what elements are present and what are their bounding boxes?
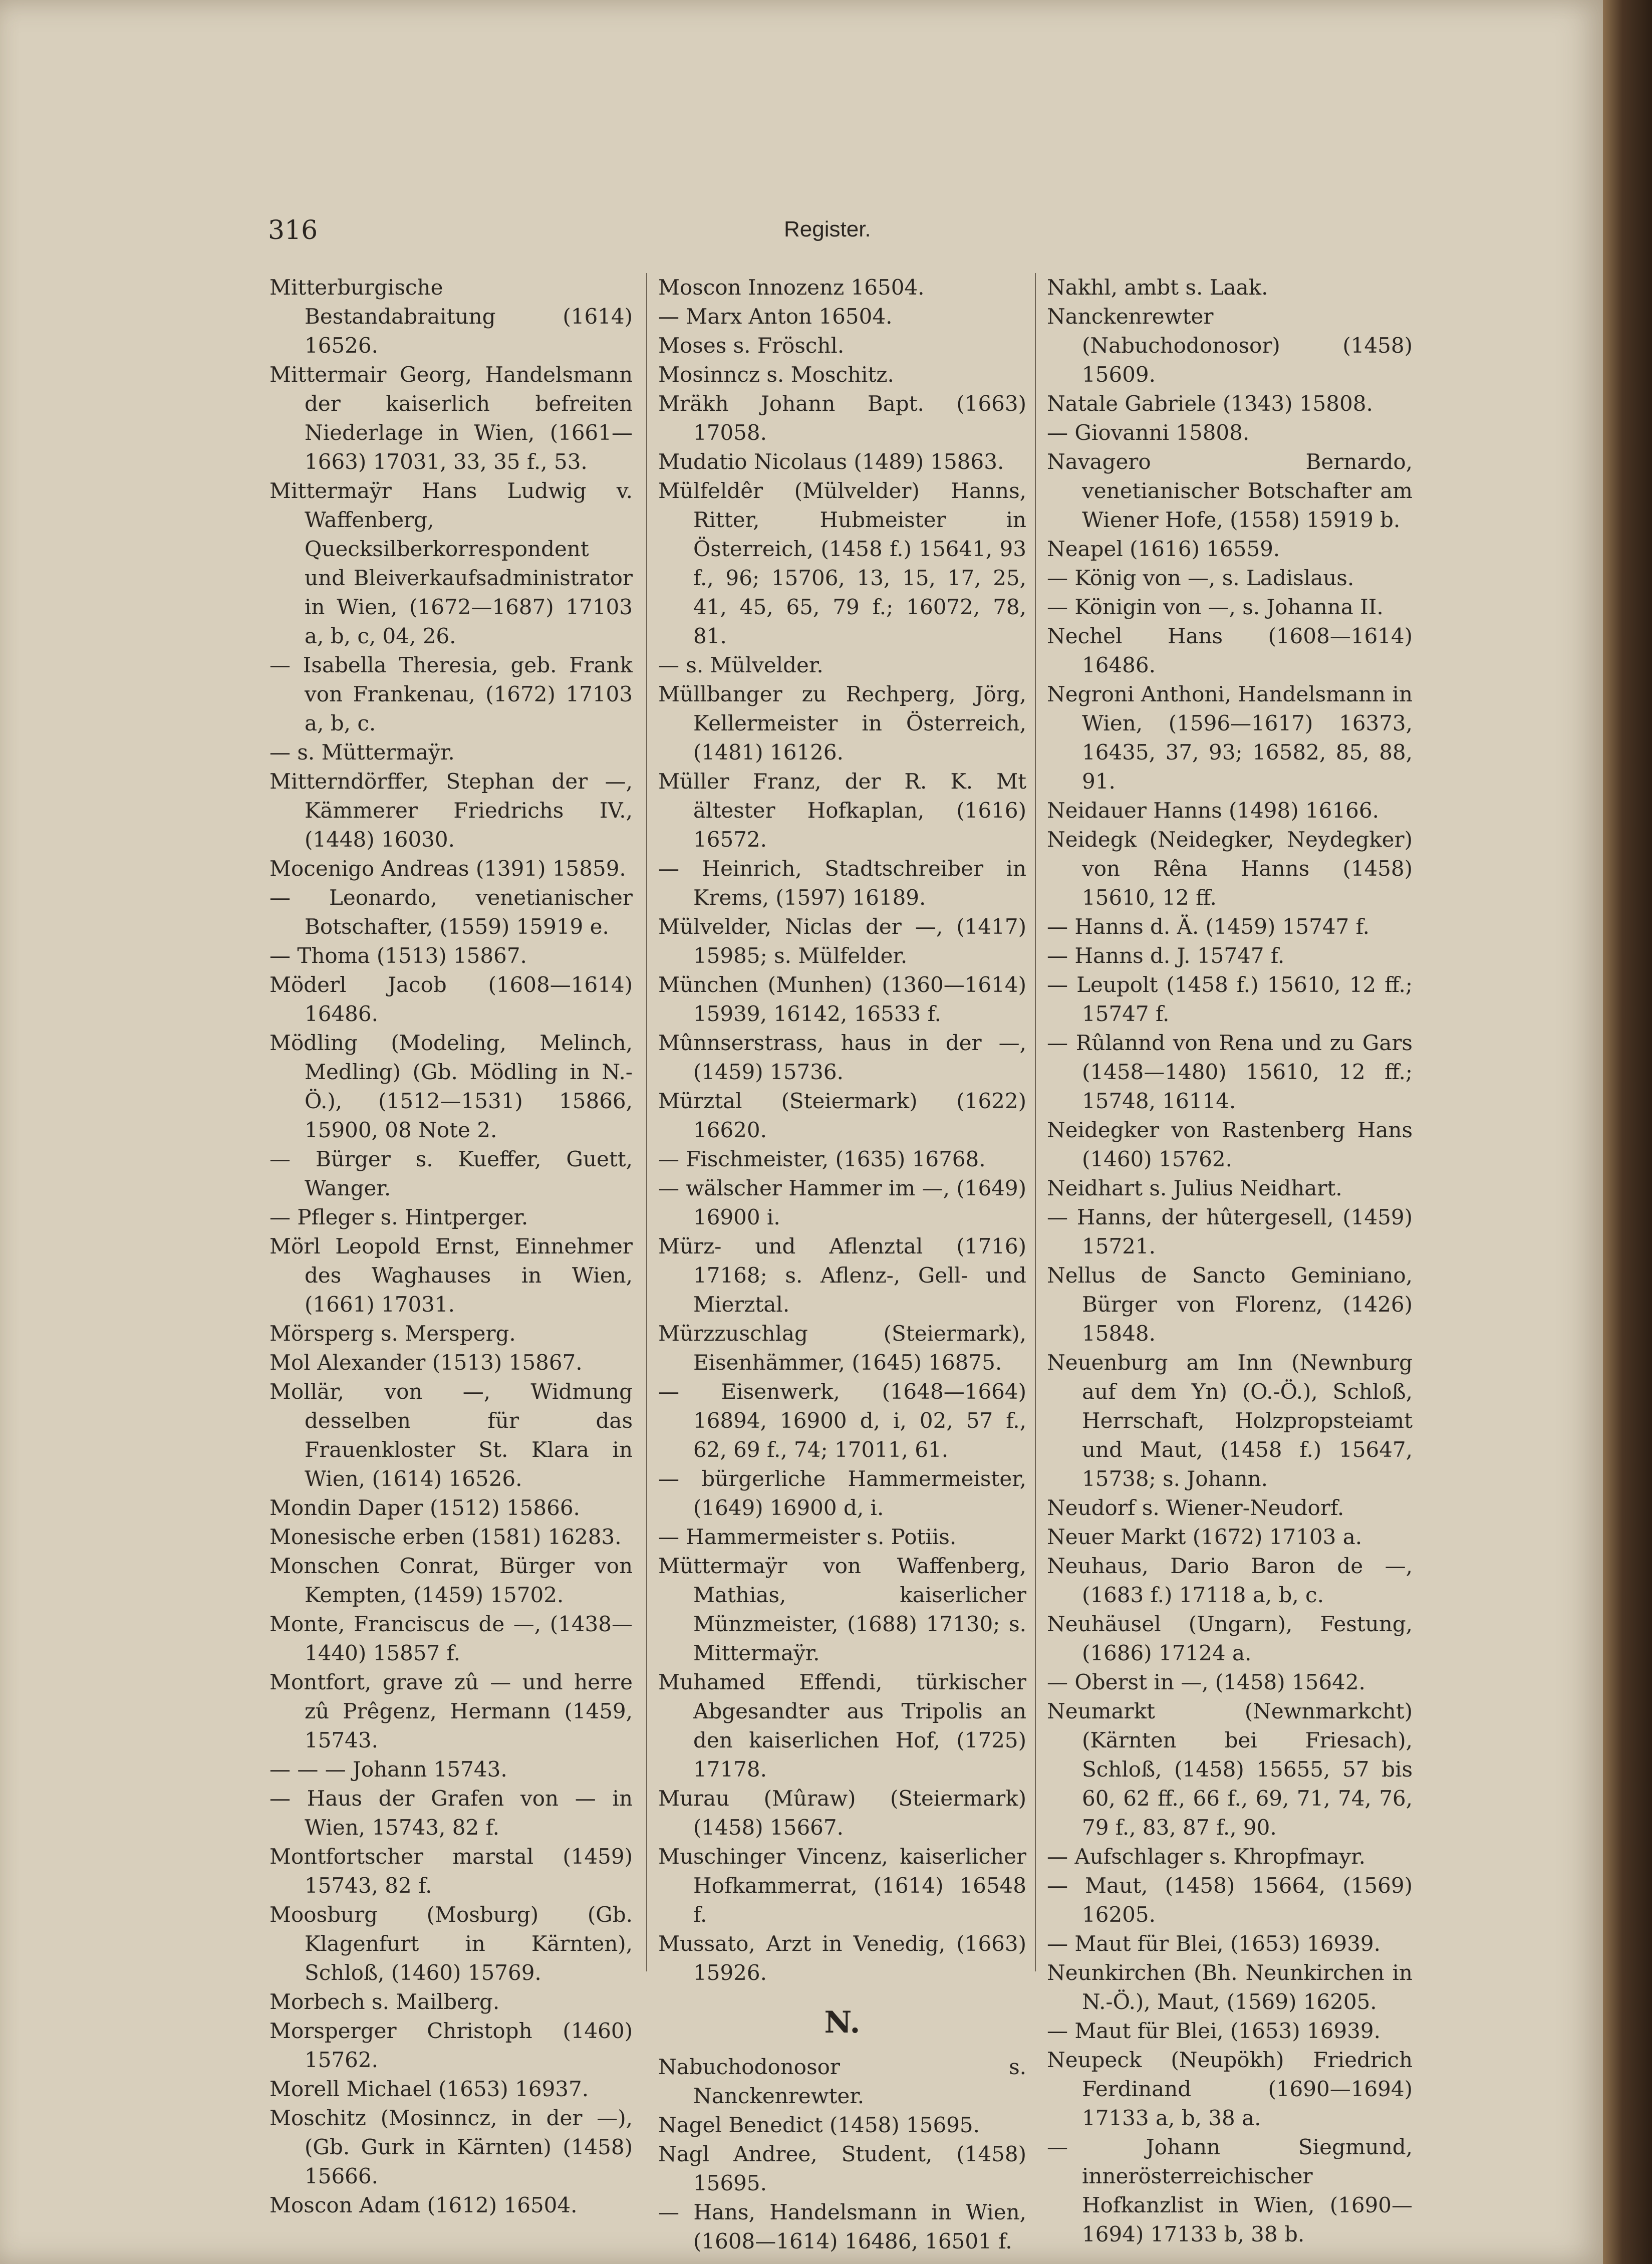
register-entry: Mülvelder, Niclas der —, (1417) 15985; s. Mülfelder.	[658, 914, 1026, 968]
register-entry: Moscon Adam (1612) 16504.	[269, 2193, 578, 2217]
register-entry: Möderl Jacob (1608—1614) 16486.	[269, 972, 633, 1026]
register-entry: Neuhaus, Dario Baron de —, (1683 f.) 17118 a, b, c.	[1047, 1554, 1413, 1607]
register-entry: Mitterndörffer, Stephan der —, Kämmerer Friedrichs IV., (1448) 16030.	[269, 769, 633, 852]
register-entry: — Maut, (1458) 15664, (1569) 16205.	[1047, 1873, 1413, 1927]
register-entry: Neudorf s. Wiener-Neudorf.	[1047, 1495, 1344, 1520]
register-entry: — s. Mülvelder.	[658, 653, 823, 677]
register-entry: — Hanns d. J. 15747 f.	[1047, 943, 1285, 968]
register-entry: — Hammermeister s. Potiis.	[658, 1525, 957, 1549]
register-entry: Mürztal (Steiermark) (1622) 16620.	[658, 1089, 1026, 1142]
register-entry: Mûnnserstrass, haus in der —, (1459) 15736.	[658, 1031, 1026, 1084]
register-entry: — Oberst in —, (1458) 15642.	[1047, 1670, 1365, 1694]
register-entry: — Leupolt (1458 f.) 15610, 12 ff.; 15747 f.	[1047, 972, 1413, 1026]
register-entry: Neapel (1616) 16559.	[1047, 537, 1280, 561]
section-heading: N.	[824, 2005, 861, 2040]
register-entry: — Aufschlager s. Khropfmayr.	[1047, 1844, 1365, 1869]
register-entry: Neuer Markt (1672) 17103 a.	[1047, 1525, 1362, 1549]
register-entry: Morell Michael (1653) 16937.	[269, 2077, 589, 2101]
register-entry: Neupeck (Neupökh) Friedrich Ferdinand (1690—1694) 17133 a, b, 38 a.	[1047, 2048, 1413, 2130]
register-entry: Mittermaÿr Hans Ludwig v. Waffenberg, Quecksilberkorrespondent und Bleiverkaufsadministrator in Wien, (1672—1687) 17103 a, b, c, 04, 26.	[269, 478, 633, 648]
register-entry: Moscon Innozenz 16504.	[658, 275, 925, 300]
register-entry: Müllbanger zu Rechperg, Jörg, Kellermeister in Österreich, (1481) 16126.	[658, 682, 1026, 765]
register-entry: — Bürger s. Kueffer, Guett, Wanger.	[269, 1147, 633, 1200]
column-3	[1047, 273, 1413, 2249]
register-entry: Mocenigo Andreas (1391) 15859.	[269, 856, 626, 881]
register-entry: — Hanns d. Ä. (1459) 15747 f.	[1047, 914, 1370, 939]
register-entry: — Pfleger s. Hintperger.	[269, 1205, 528, 1229]
register-entry: — bürgerliche Hammermeister, (1649) 16900 d, i.	[658, 1466, 1026, 1520]
register-entry: Mödling (Modeling, Melinch, Medling) (Gb. Mödling in N.-Ö.), (1512—1531) 15866, 15900, 08 Note 2.	[269, 1031, 633, 1142]
register-entry: Moosburg (Mosburg) (Gb. Klagenfurt in Kärnten), Schloß, (1460) 15769.	[269, 1902, 633, 1985]
register-entry: Nanckenrewter (Nabuchodonosor) (1458) 15609.	[1047, 304, 1413, 387]
register-entry: Murau (Mûraw) (Steiermark) (1458) 15667.	[658, 1786, 1026, 1840]
register-entry: Montfort, grave zû — und herre zû Prêgenz, Hermann (1459, 15743.	[269, 1670, 633, 1752]
register-entry: — Maut für Blei, (1653) 16939.	[1047, 2019, 1381, 2043]
register-entry: — wälscher Hammer im —, (1649) 16900 i.	[658, 1176, 1026, 1229]
column-rule-2	[1035, 273, 1036, 1971]
register-entry: Nagl Andree, Student, (1458) 15695.	[658, 2142, 1026, 2195]
register-entry: Neidhart s. Julius Neidhart.	[1047, 1176, 1342, 1200]
register-entry: Natale Gabriele (1343) 15808.	[1047, 391, 1373, 416]
register-entry: Moschitz (Mosinncz, in der —), (Gb. Gurk in Kärnten) (1458) 15666.	[269, 2106, 633, 2188]
register-entry: — Johann Siegmund, innerösterreichischer Hofkanzlist in Wien, (1690—1694) 17133 b, 38 b.	[1047, 2135, 1413, 2246]
register-entry: Neidegk (Neidegker, Neydegker) von Rêna Hanns (1458) 15610, 12 ff.	[1047, 827, 1413, 910]
register-entry: Navagero Bernardo, venetianischer Botschafter am Wiener Hofe, (1558) 15919 b.	[1047, 449, 1413, 532]
register-entry: Montfortscher marstal (1459) 15743, 82 f.	[269, 1844, 633, 1898]
register-entry: Mülfeldêr (Mülvelder) Hanns, Ritter, Hubmeister in Österreich, (1458 f.) 15641, 93 f., 96; 15706, 13, 15, 17, 25, 41, 45, 65, 79 f.; 16072, 78, 81.	[658, 478, 1026, 648]
register-entry: Muschinger Vincenz, kaiserlicher Hofkammerrat, (1614) 16548 f.	[658, 1844, 1026, 1927]
register-entry: — Heinrich, Stadtschreiber in Krems, (1597) 16189.	[658, 856, 1026, 910]
register-entry: — Giovanni 15808.	[1047, 420, 1250, 445]
register-entry: Mörsperg s. Mersperg.	[269, 1321, 516, 1346]
register-entry: Muhamed Effendi, türkischer Abgesandter aus Tripolis an den kaiserlichen Hof, (1725) 17178.	[658, 1670, 1026, 1782]
register-entry: — Hans, Handelsmann in Wien, (1608—1614) 16486, 16501 f.	[658, 2200, 1026, 2253]
register-entry: Mussato, Arzt in Venedig, (1663) 15926.	[658, 1931, 1026, 1985]
column-2	[658, 273, 1026, 2256]
register-entry: Neidegker von Rastenberg Hans (1460) 15762.	[1047, 1118, 1413, 1171]
register-entry: Mitterburgische Bestandabraitung (1614) 16526.	[269, 275, 633, 358]
register-entry: Müttermaÿr von Waffenberg, Mathias, kaiserlicher Münzmeister, (1688) 17130; s. Mittermaÿr.	[658, 1554, 1026, 1665]
register-entry: Nakhl, ambt s. Laak.	[1047, 275, 1268, 300]
running-head: Register.	[784, 217, 871, 241]
register-entry: Mol Alexander (1513) 15867.	[269, 1350, 583, 1375]
register-entry: Morbech s. Mailberg.	[269, 1989, 500, 2014]
register-entry: — Thoma (1513) 15867.	[269, 943, 527, 968]
register-entry: Monschen Conrat, Bürger von Kempten, (1459) 15702.	[269, 1554, 633, 1607]
register-entry: — s. Müttermaÿr.	[269, 740, 455, 765]
register-entry: Neumarkt (Newnmarkcht) (Kärnten bei Friesach), Schloß, (1458) 15655, 57 bis 60, 62 ff., 66 f., 69, 71, 74, 76, 79 f., 83, 87 f., 90.	[1047, 1699, 1413, 1840]
register-entry: Müller Franz, der R. K. Mt ältester Hofkaplan, (1616) 16572.	[658, 769, 1026, 852]
register-entry: Mollär, von —, Widmung desselben für das Frauenkloster St. Klara in Wien, (1614) 16526.	[269, 1379, 633, 1491]
register-entry: Mörl Leopold Ernst, Einnehmer des Waghauses in Wien, (1661) 17031.	[269, 1234, 633, 1317]
column-rule-1	[646, 273, 647, 1971]
register-entry: Mondin Daper (1512) 15866.	[269, 1495, 580, 1520]
register-entry: — Marx Anton 16504.	[658, 304, 893, 329]
register-entry: Morsperger Christoph (1460) 15762.	[269, 2019, 633, 2072]
register-entry: München (Munhen) (1360—1614) 15939, 16142, 16533 f.	[658, 972, 1026, 1026]
register-entry: — Eisenwerk, (1648—1664) 16894, 16900 d, i, 02, 57 f., 62, 69 f., 74; 17011, 61.	[658, 1379, 1026, 1462]
register-entry: — Isabella Theresia, geb. Frank von Frankenau, (1672) 17103 a, b, c.	[269, 653, 633, 735]
register-entry: Moses s. Fröschl.	[658, 333, 845, 358]
register-entry: Neidauer Hanns (1498) 16166.	[1047, 798, 1379, 823]
register-entry: — Königin von —, s. Johanna II.	[1047, 595, 1384, 619]
register-entry: — — — Johann 15743.	[269, 1757, 507, 1782]
register-entry: Monesische erben (1581) 16283.	[269, 1525, 622, 1549]
register-entry: Monte, Franciscus de —, (1438—1440) 15857 f.	[269, 1612, 633, 1665]
register-entry: — Maut für Blei, (1653) 16939.	[1047, 1931, 1381, 1956]
register-entry: Neuhäusel (Ungarn), Festung, (1686) 17124 a.	[1047, 1612, 1413, 1665]
register-entry: Nagel Benedict (1458) 15695.	[658, 2113, 980, 2137]
register-entry: Mräkh Johann Bapt. (1663) 17058.	[658, 391, 1026, 445]
register-entry: — Leonardo, venetianischer Botschafter, (1559) 15919 e.	[269, 885, 633, 939]
register-entry: Nechel Hans (1608—1614) 16486.	[1047, 624, 1413, 677]
register-entry: Nabuchodonosor s. Nanckenrewter.	[658, 2055, 1026, 2108]
register-entry: Mudatio Nicolaus (1489) 15863.	[658, 449, 1004, 474]
register-entry: — Rûlannd von Rena und zu Gars (1458—1480) 15610, 12 ff.; 15748, 16114.	[1047, 1031, 1413, 1113]
register-entry: Neuenburg am Inn (Newnburg auf dem Yn) (O.-Ö.), Schloß, Herrschaft, Holzpropsteiamt und Maut, (1458 f.) 15647, 15738; s. Johann.	[1047, 1350, 1413, 1491]
page-number: 316	[268, 215, 318, 245]
register-entry: — Hanns, der hûtergesell, (1459) 15721.	[1047, 1205, 1413, 1259]
register-entry: — Fischmeister, (1635) 16768.	[658, 1147, 986, 1171]
register-entry: Mürzzuschlag (Steiermark), Eisenhämmer, (1645) 16875.	[658, 1321, 1026, 1375]
column-1	[269, 273, 633, 2220]
register-entry: — König von —, s. Ladislaus.	[1047, 566, 1354, 590]
register-entry: Mittermair Georg, Handelsmann der kaiserlich befreiten Niederlage in Wien, (1661—1663) 17031, 33, 35 f., 53.	[269, 362, 633, 474]
register-entry: Mosinncz s. Moschitz.	[658, 362, 894, 387]
register-entry: Nellus de Sancto Geminiano, Bürger von Florenz, (1426) 15848.	[1047, 1263, 1413, 1346]
page-edge	[1603, 0, 1652, 2264]
register-entry: — Haus der Grafen von — in Wien, 15743, 82 f.	[269, 1786, 633, 1840]
register-entry: Mürz- und Aflenztal (1716) 17168; s. Aflenz-, Gell- und Mierztal.	[658, 1234, 1026, 1317]
register-entry: Neunkirchen (Bh. Neunkirchen in N.-Ö.), Maut, (1569) 16205.	[1047, 1960, 1413, 2014]
register-entry: Negroni Anthoni, Handelsmann in Wien, (1596—1617) 16373, 16435, 37, 93; 16582, 85, 88, 91.	[1047, 682, 1413, 794]
